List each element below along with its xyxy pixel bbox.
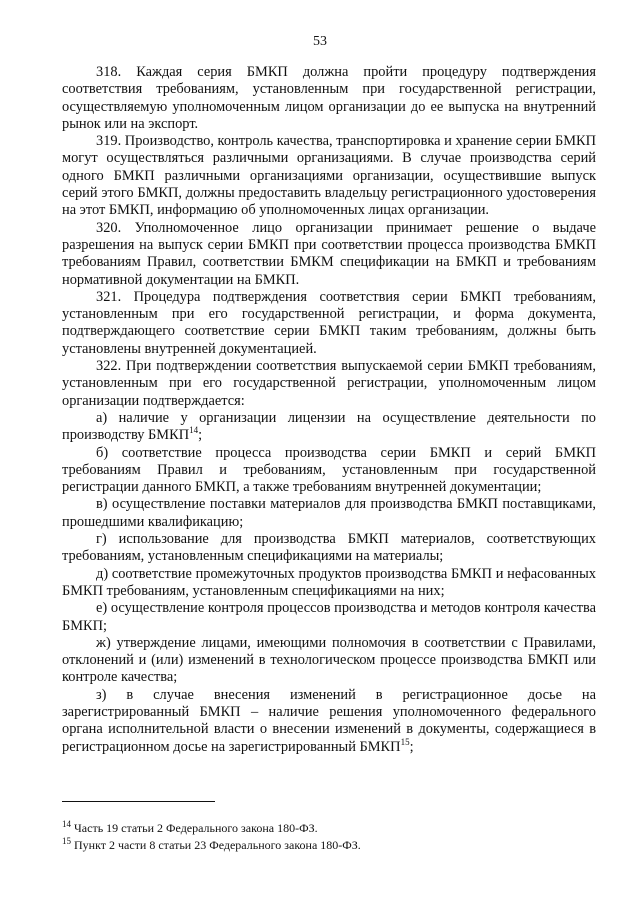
paragraph-321: 321. Процедура подтверждения соответствия серии БМКП требованиям, установленным при его государственной регистрации, и форма документа, подтверждающего соответствие серии БМКП таким требованиям, должны быть установлены внутренней документацией.: [62, 288, 596, 357]
list-item-g: г) использование для производства БМКП материалов, соответствующих требованиям, установленным спецификациями на материалы;: [62, 531, 596, 565]
list-item-b: б) соответствие процесса производства серии БМКП и серий БМКП требованиям Правил и требованиям, установленным при государственной регистрации данного БМКП, а также требованиям внутренней документации;: [62, 444, 596, 496]
list-item-zh: ж) утверждение лицами, имеющими полномочия в соответствии с Правилами, отклонений и (или) изменений в технологическом процессе производства БМКП или контроле качества;: [62, 634, 596, 686]
footnote-15: $^{15}$ Пункт 2 части 8 статьи 23 Федерального закона 180-ФЗ.: [62, 836, 361, 852]
paragraph-318: 318. Каждая серия БМКП должна пройти процедуру подтверждения соответствия требованиям, установленным при государственной регистрации, осуществляемую уполномоченным лицом организации до ее выпуска на внутренний рынок или на экспорт.: [62, 64, 596, 132]
paragraph-322: 322. При подтверждении соответствия выпускаемой серии БМКП требованиям, установленным при его государственной регистрации, уполномоченным лицом организации подтверждается:: [62, 358, 596, 409]
footnote-14: $^{14}$ Часть 19 статьи 2 Федерального закона 180-ФЗ.: [62, 819, 318, 835]
footnote-ref-15: 15: [400, 736, 410, 747]
list-item-a: а) наличие у организации лицензии на осуществление деятельности по производству БМКП$^{14}$;: [62, 409, 596, 444]
footnote-separator: [62, 801, 215, 802]
page-number: 53: [313, 34, 327, 49]
body-text: [62, 64, 596, 756]
list-item-v: в) осуществление поставки материалов для производства БМКП поставщиками, прошедшими квалификацию;: [62, 496, 596, 530]
list-item-e: е) осуществление контроля процессов производства и методов контроля качества БМКП;: [62, 600, 596, 634]
list-item-d: д) соответствие промежуточных продуктов производства БМКП и нефасованных БМКП требованиям, установленным спецификациями на них;: [62, 565, 596, 599]
footnote-ref-14: 14: [189, 425, 199, 436]
paragraph-319: 319. Производство, контроль качества, транспортировка и хранение серии БМКП могут осуществляться различными организациями. В случае производства серий одного БМКП различными организациями организации, осуществившие выпуск серий этого БМКП, должны предоставить владельцу регистрационного удостоверения на этот БМКП, информацию об уполномоченных лицах организации.: [62, 133, 596, 219]
paragraph-320: 320. Уполномоченное лицо организации принимает решение о выдаче разрешения на выпуск серии БМКП при соответствии процесса производства БМКП требованиям Правил, соответствии БМКМ спецификации на БМКП и требованиям нормативной документации на БМКП.: [62, 219, 596, 288]
list-item-z: з) в случае внесения изменений в регистрационное досье на зарегистрированный БМКП – наличие решения уполномоченного федерального органа исполнительной власти о внесении изменений в документы, содержащиеся в регистрационном досье на зарегистрированный БМКП$^{15}$;: [62, 686, 596, 755]
footnotes: [62, 820, 596, 854]
